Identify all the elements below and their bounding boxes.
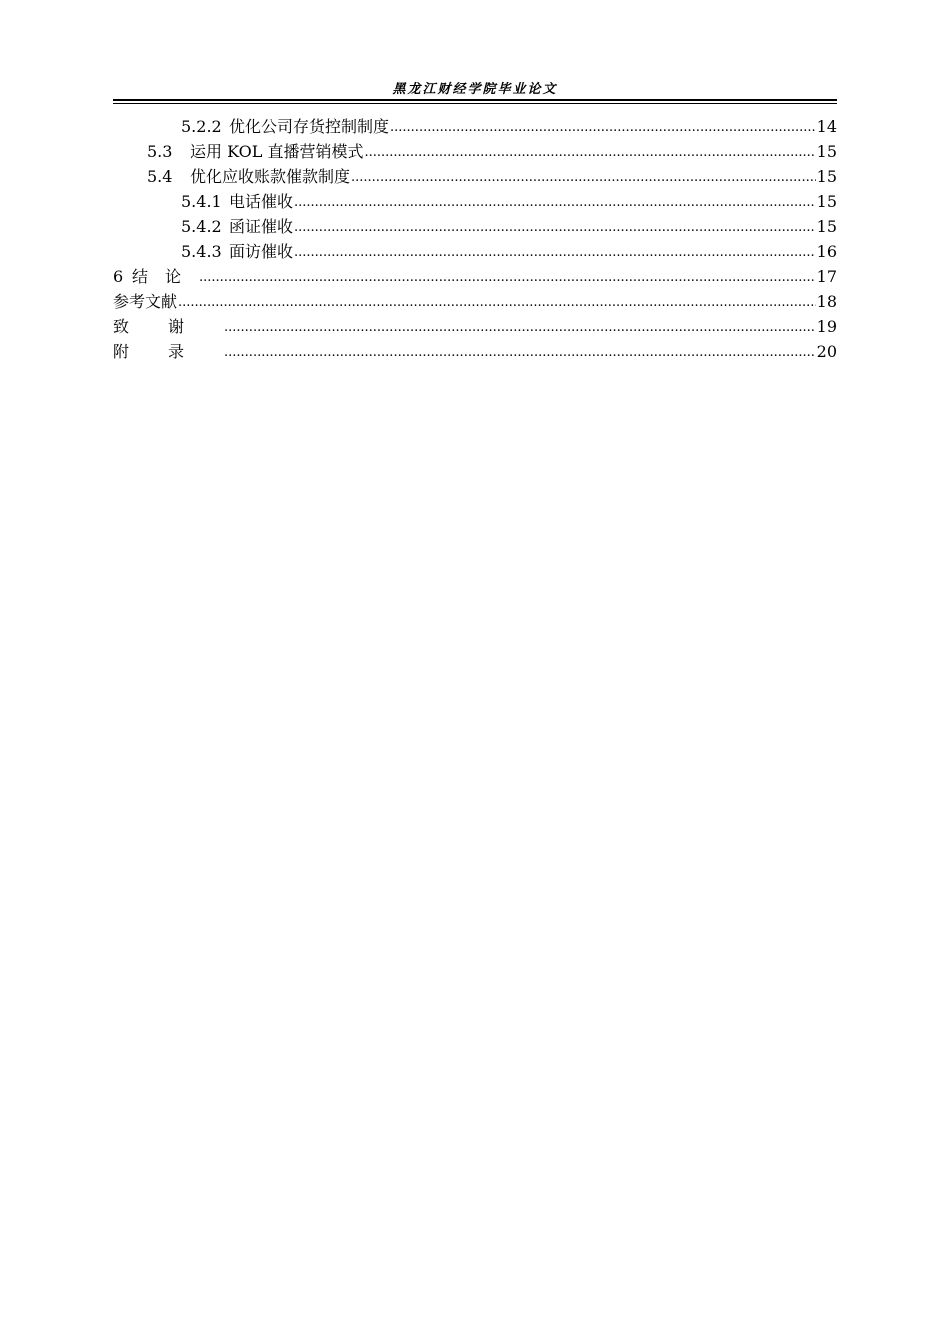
toc-leader-dots — [294, 213, 816, 240]
toc-number: 5.4.3 — [181, 242, 222, 261]
toc-page-number: 17 — [816, 267, 837, 286]
toc-number: 5.3 — [147, 142, 173, 161]
toc-page-number: 15 — [816, 167, 837, 186]
toc-number: 5.4 — [147, 167, 173, 186]
toc-page-number: 15 — [816, 192, 837, 211]
toc-entry-conclusion[interactable] — [113, 264, 837, 289]
toc-page-number: 15 — [816, 217, 837, 236]
toc-number: 5.4.1 — [181, 192, 222, 211]
toc-page-number: 19 — [816, 317, 837, 336]
toc-title: 电话催收 — [229, 192, 294, 211]
toc-title: 附录 — [113, 342, 224, 361]
toc-page-number: 18 — [816, 292, 837, 311]
toc-entry-appendix[interactable] — [113, 339, 837, 364]
toc-title: 结论 — [132, 267, 199, 286]
toc-title: 运用 KOL 直播营销模式 — [190, 142, 364, 161]
toc-number: 6 — [113, 267, 124, 286]
toc-title: 函证催收 — [229, 217, 294, 236]
toc-entry-5-2-2[interactable] — [113, 114, 837, 139]
header-rule-thick — [113, 99, 837, 101]
toc-leader-dots — [199, 263, 816, 290]
toc-entry-acknowledgements[interactable] — [113, 314, 837, 339]
toc-title: 优化应收账款催款制度 — [190, 167, 351, 186]
table-of-contents — [113, 114, 837, 364]
toc-leader-dots — [178, 288, 816, 315]
toc-entry-5-4-1[interactable] — [113, 189, 837, 214]
toc-number: 5.2.2 — [181, 117, 222, 136]
toc-leader-dots — [351, 163, 816, 190]
toc-leader-dots — [224, 313, 816, 340]
toc-leader-dots — [364, 138, 815, 165]
toc-title: 致谢 — [113, 317, 224, 336]
toc-entry-5-4-2[interactable] — [113, 214, 837, 239]
toc-title: 优化公司存货控制制度 — [229, 117, 390, 136]
toc-leader-dots — [294, 188, 816, 215]
toc-page-number: 20 — [816, 342, 837, 361]
toc-title: 面访催收 — [229, 242, 294, 261]
toc-leader-dots — [390, 113, 816, 140]
toc-entry-references[interactable] — [113, 289, 837, 314]
toc-page-number: 16 — [816, 242, 837, 261]
toc-title: 参考文献 — [113, 292, 178, 311]
toc-page-number: 15 — [816, 142, 837, 161]
toc-leader-dots — [294, 238, 816, 265]
toc-entry-5-4-3[interactable] — [113, 239, 837, 264]
page-header-title: 黑龙江财经学院毕业论文 — [392, 82, 558, 97]
toc-leader-dots — [224, 338, 816, 365]
toc-entry-5-4[interactable] — [113, 164, 837, 189]
toc-entry-5-3[interactable] — [113, 139, 837, 164]
header-rule-thin — [113, 103, 837, 104]
toc-page-number: 14 — [816, 117, 837, 136]
toc-number: 5.4.2 — [181, 217, 222, 236]
